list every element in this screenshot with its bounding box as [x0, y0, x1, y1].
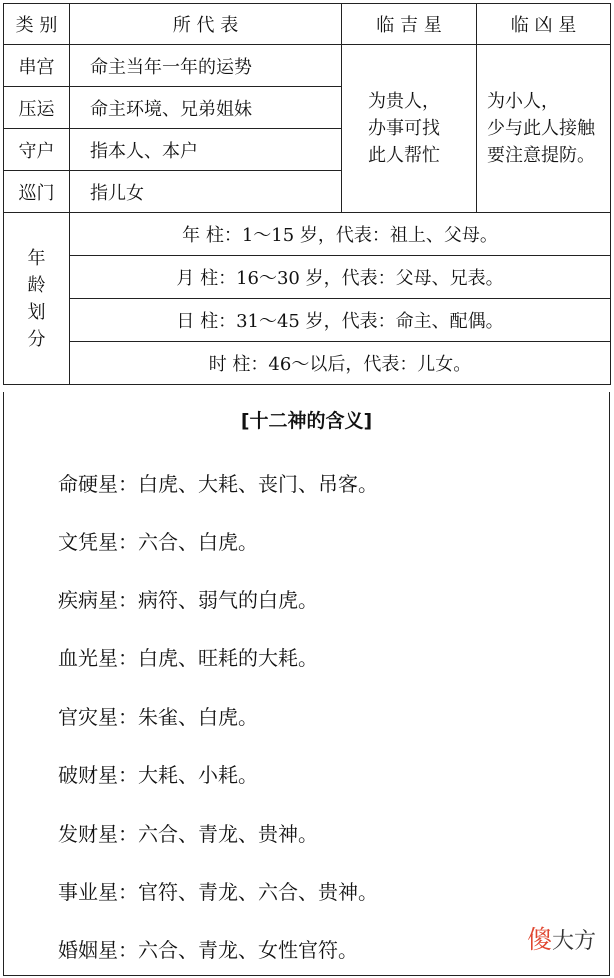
star-table [3, 3, 611, 385]
header-represents: 所 代 表 [70, 4, 342, 45]
lucky-line: 办事可找 [368, 118, 440, 139]
watermark-char: 傻 [526, 925, 552, 954]
list-item: 婚姻星：六合、青龙、女性官符。 [58, 938, 358, 962]
twelve-gods-section [3, 392, 610, 976]
row-name: 守户 [4, 129, 70, 171]
row-desc: 命主当年一年的运势 [70, 45, 342, 87]
row-desc: 指本人、本户 [70, 129, 342, 171]
list-item: 事业星：官符、青龙、六合、贵神。 [58, 880, 378, 904]
row-name: 巡门 [4, 171, 70, 213]
row-desc: 指儿女 [70, 171, 342, 213]
list-item: 文凭星：六合、白虎。 [58, 530, 258, 554]
age-row-text: 月 柱：16～30 岁，代表：父母、兄表。 [70, 256, 611, 299]
table-header-row [4, 4, 611, 45]
row-desc: 命主环境、兄弟姐妹 [70, 87, 342, 129]
list-item: 发财星：六合、青龙、贵神。 [58, 822, 318, 846]
list-item: 血光星：白虎、旺耗的大耗。 [58, 646, 318, 670]
unlucky-line: 少与此人接触 [487, 118, 595, 139]
table-row [4, 45, 611, 87]
unlucky-line: 要注意提防。 [487, 145, 595, 166]
age-row-text: 日 柱：31～45 岁，代表：命主、配偶。 [70, 299, 611, 342]
age-row [4, 342, 611, 385]
age-row [4, 299, 611, 342]
age-label-char: 分 [27, 328, 46, 350]
list-item: 官灾星：朱雀、白虎。 [58, 705, 258, 729]
age-label-char: 年 [27, 247, 46, 269]
age-row [4, 213, 611, 256]
age-row [4, 256, 611, 299]
age-label-char: 划 [27, 301, 46, 323]
list-item: 命硬星：白虎、大耗、丧门、吊客。 [58, 472, 378, 496]
lucky-line: 为贵人， [368, 91, 440, 112]
watermark-logo [527, 920, 596, 956]
age-label-cell [4, 213, 70, 385]
lucky-line: 此人帮忙 [368, 145, 440, 166]
header-unlucky: 临 凶 星 [477, 4, 611, 45]
section-title: [十二神的含义] [240, 410, 373, 432]
list-item: 疾病星：病符、弱气的白虎。 [58, 588, 318, 612]
row-name: 压运 [4, 87, 70, 129]
lucky-cell [342, 45, 477, 213]
header-category: 类 别 [4, 4, 70, 45]
unlucky-line: 为小人， [487, 91, 559, 112]
age-row-text: 时 柱：46～以后，代表：儿女。 [70, 342, 611, 385]
age-row-text: 年 柱：1～15 岁，代表：祖上、父母。 [70, 213, 611, 256]
list-item: 破财星：大耗、小耗。 [58, 763, 258, 787]
watermark-text: 大方 [551, 929, 596, 954]
unlucky-cell [477, 45, 611, 213]
age-label-char: 龄 [27, 274, 46, 296]
header-lucky: 临 吉 星 [342, 4, 477, 45]
row-name: 串宫 [4, 45, 70, 87]
